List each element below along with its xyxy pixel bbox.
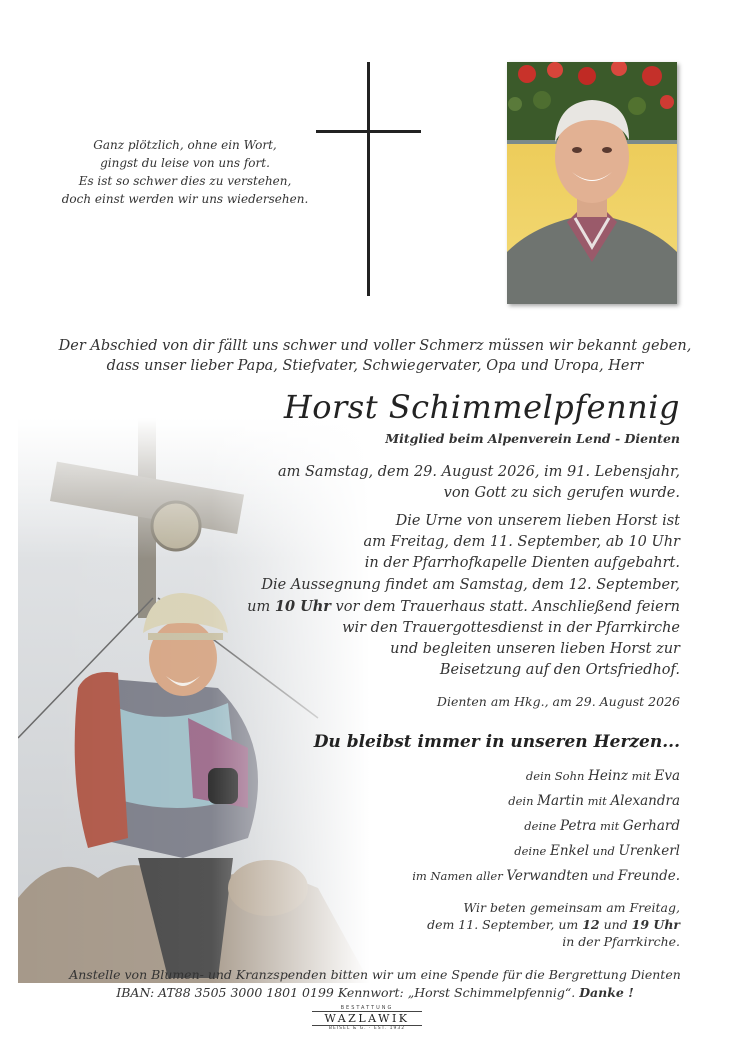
blessing-notice xyxy=(247,575,680,681)
mourner-text: mit xyxy=(583,794,611,808)
prayer-line: in der Pfarrkirche. xyxy=(562,934,680,949)
mourners-list xyxy=(412,764,680,889)
prayer-text: und xyxy=(599,917,632,932)
mourner-name: Urenkerl xyxy=(618,843,680,859)
blessing-line xyxy=(247,596,680,618)
prayer-line xyxy=(427,916,680,933)
mourner-name: Eva xyxy=(654,768,680,784)
mourner-row xyxy=(412,864,680,889)
mourner-name: Freunde. xyxy=(617,868,680,884)
intro-line: dass unser lieber Papa, Stiefvater, Schwiegervater, Opa und Uropa, Herr xyxy=(106,358,644,374)
mourner-text: im Namen aller xyxy=(412,869,507,883)
intro-text xyxy=(40,336,710,376)
blessing-text: vor dem Trauerhaus statt. Anschließend feiern xyxy=(330,599,680,615)
death-notice-line: von Gott zu sich gerufen wurde. xyxy=(443,485,680,501)
logo-name: WAZLAWIK xyxy=(312,1011,422,1026)
deceased-name: Horst Schimmelpfennig xyxy=(283,388,680,426)
poem-line: Ganz plötzlich, ohne ein Wort, xyxy=(93,138,277,152)
portrait-photo xyxy=(507,62,677,304)
blessing-line: Die Aussegnung findet am Samstag, dem 12. September, xyxy=(261,577,680,593)
thanks-text: Danke ! xyxy=(579,985,634,1000)
mourner-name: Martin xyxy=(537,793,584,809)
donation-line xyxy=(0,984,750,1002)
blessing-line: Beisetzung auf den Ortsfriedhof. xyxy=(439,662,680,678)
mourner-row xyxy=(412,814,680,839)
mourner-name: Alexandra xyxy=(610,793,680,809)
place-date-line: Dienten am Hkg., am 29. August 2026 xyxy=(436,694,680,709)
prayer-notice xyxy=(427,899,680,950)
mourner-row xyxy=(412,789,680,814)
mourner-text: und xyxy=(588,869,618,883)
poem xyxy=(40,136,330,208)
urn-notice-line: Die Urne von unserem lieben Horst ist xyxy=(395,513,680,529)
portrait-image xyxy=(507,62,677,304)
prayer-line: Wir beten gemeinsam am Freitag, xyxy=(463,900,680,915)
blessing-line: wir den Trauergottesdienst in der Pfarrkirche xyxy=(342,620,680,636)
donation-footer xyxy=(0,966,750,1002)
mourner-name: Heinz xyxy=(588,768,628,784)
mourner-text: dein Sohn xyxy=(525,769,589,783)
cross-icon xyxy=(367,62,370,296)
logo-top-text: BESTATTUNG xyxy=(340,1005,394,1011)
mourner-name: Enkel xyxy=(549,843,590,859)
mourner-text: dein xyxy=(508,794,538,808)
mourner-text: und xyxy=(589,844,619,858)
cross-icon-bar xyxy=(316,130,421,133)
prayer-time: 12 xyxy=(582,917,600,932)
mourner-name: Verwandten xyxy=(506,868,589,884)
death-notice xyxy=(278,462,680,504)
motto: Du bleibst immer in unseren Herzen... xyxy=(313,732,680,752)
poem-line: gingst du leise von uns fort. xyxy=(100,156,270,170)
mourner-name: Petra xyxy=(560,818,597,834)
membership-line: Mitglied beim Alpenverein Lend - Dienten xyxy=(385,431,680,446)
blessing-text: um xyxy=(247,599,275,615)
mourner-name: Gerhard xyxy=(622,818,680,834)
urn-notice-line: in der Pfarrhofkapelle Dienten aufgebahrt. xyxy=(364,555,680,571)
urn-notice-line: am Freitag, dem 11. September, ab 10 Uhr xyxy=(363,534,680,550)
mourner-row xyxy=(412,839,680,864)
donation-line: Anstelle von Blumen- und Kranzspenden bitten wir um eine Spende für die Bergrettung Dienten xyxy=(69,967,681,982)
prayer-text: dem 11. September, um xyxy=(427,917,583,932)
mourner-text: mit xyxy=(627,769,655,783)
mourner-text: mit xyxy=(596,819,623,833)
death-notice-line: am Samstag, dem 29. August 2026, im 91. Lebensjahr, xyxy=(277,464,680,480)
poem-line: Es ist so schwer dies zu verstehen, xyxy=(78,174,292,188)
mourner-text: deine xyxy=(524,819,560,833)
logo-sub-text: BEISEL & G. · EST. 1932 xyxy=(328,1026,406,1031)
funeral-home-logo xyxy=(312,1005,422,1031)
mourner-text: deine xyxy=(514,844,550,858)
blessing-line: und begleiten unseren lieben Horst zur xyxy=(390,641,680,657)
urn-notice xyxy=(363,511,680,574)
iban-text: IBAN: AT88 3505 3000 1801 0199 Kennwort: „Horst Schimmelpfennig“. xyxy=(116,985,580,1000)
prayer-time: 19 Uhr xyxy=(631,917,680,932)
intro-line: Der Abschied von dir fällt uns schwer und voller Schmerz müssen wir bekannt geben, xyxy=(58,338,692,354)
poem-line: doch einst werden wir uns wiedersehen. xyxy=(61,192,309,206)
blessing-time: 10 Uhr xyxy=(274,598,331,615)
mourner-row xyxy=(412,764,680,789)
